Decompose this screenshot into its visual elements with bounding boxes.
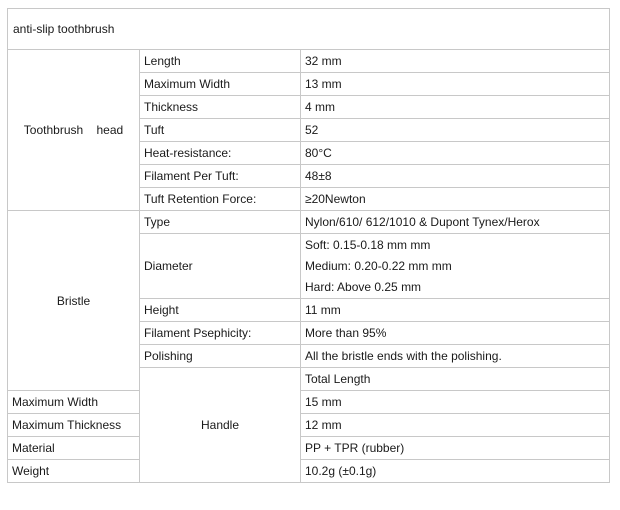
spec-value: 80°C [301,142,610,165]
table-row [8,391,610,414]
title-row [8,9,610,50]
spec-label: Filament Per Tuft: [140,165,301,188]
spec-value: All the bristle ends with the polishing. [301,345,610,368]
spec-label: Weight [8,460,140,483]
spec-table [7,8,610,483]
spec-label: Maximum Thickness [8,414,140,437]
spec-value: 32 mm [301,50,610,73]
table-row [8,414,610,437]
table-title: anti-slip toothbrush [8,9,610,50]
spec-value: 12 mm [301,414,610,437]
spec-label: Material [8,437,140,460]
spec-label: Length [140,50,301,73]
spec-label: Filament Psephicity: [140,322,301,345]
spec-label: Total Length [301,368,610,391]
spec-value-multi [301,234,610,299]
spec-label: Height [140,299,301,322]
table-row [8,460,610,483]
diameter-soft: Soft: 0.15-0.18 mm mm [305,237,431,252]
spec-label: Diameter [140,234,301,299]
table-row [8,437,610,460]
table-row [8,50,610,73]
spec-value: 15 mm [301,391,610,414]
spec-label: Tuft Retention Force: [140,188,301,211]
spec-value: ≥20Newton [301,188,610,211]
spec-label: Heat-resistance: [140,142,301,165]
spec-value: 11 mm [301,299,610,322]
spec-label: Maximum Width [8,391,140,414]
spec-label: Thickness [140,96,301,119]
spec-label: Tuft [140,119,301,142]
group-label-handle: Handle [140,368,301,483]
table-row [8,211,610,234]
spec-value: 52 [301,119,610,142]
spec-label: Type [140,211,301,234]
spec-label: Maximum Width [140,73,301,96]
spec-value: 10.2g (±0.1g) [301,460,610,483]
diameter-medium: Medium: 0.20-0.22 mm mm [305,258,452,273]
spec-value: Nylon/610/ 612/1010 & Dupont Tynex/Herox [301,211,610,234]
spec-label: Polishing [140,345,301,368]
group-label-bristle: Bristle [8,211,140,391]
spec-value: PP + TPR (rubber) [301,437,610,460]
spec-value: More than 95% [301,322,610,345]
spec-value: 4 mm [301,96,610,119]
group-label-toothbrush-head: Toothbrush head [8,50,140,211]
spec-value: 13 mm [301,73,610,96]
spec-value: 48±8 [301,165,610,188]
diameter-hard: Hard: Above 0.25 mm [305,279,422,294]
